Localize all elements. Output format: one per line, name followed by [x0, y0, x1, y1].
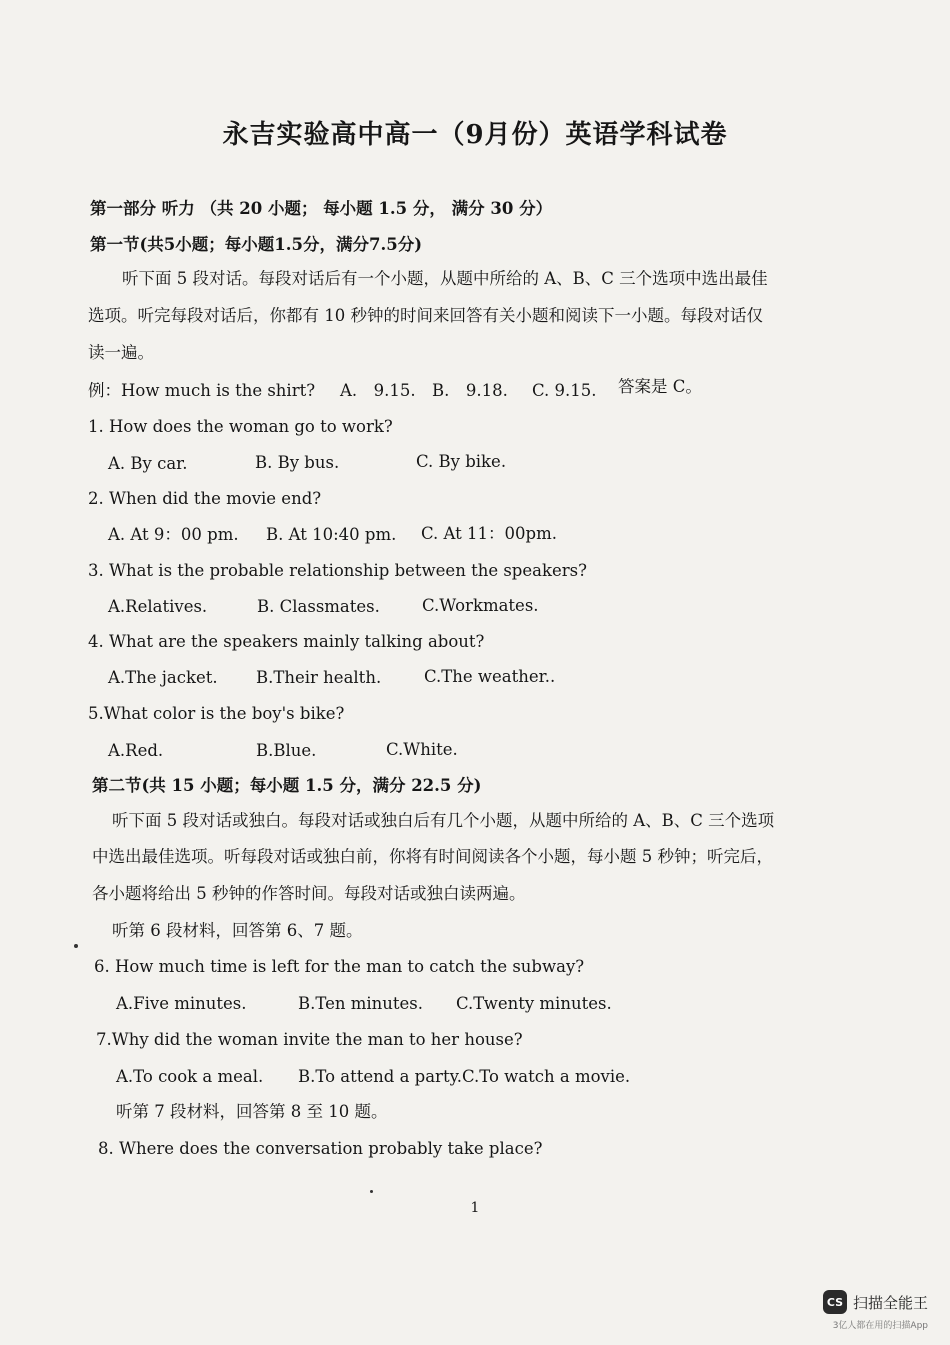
- question-3: 3. What is the probable relationship between the speakers?: [88, 561, 587, 580]
- example-prefix: 例：How much is the shirt?: [88, 381, 316, 400]
- option-c: C. By bike.: [416, 452, 507, 471]
- example-option-b: B. 9.18.: [432, 381, 508, 400]
- option-a: A.The jacket.: [108, 668, 218, 687]
- option-b: B. Classmates.: [257, 597, 380, 616]
- scanner-app-name: 扫描全能王: [852, 1293, 928, 1312]
- section1-header: 第一节(共5小题；每小题1.5分，满分7.5分): [90, 235, 423, 254]
- option-a: A. By car.: [108, 454, 188, 473]
- section1-instruction-line: 听下面 5 段对话。每段对话后有一个小题，从题中所给的 A、B、C 三个选项中选出最佳: [122, 269, 768, 288]
- example-option-a: A. 9.15.: [340, 381, 416, 400]
- option-c: C. At 11：00pm.: [421, 524, 557, 543]
- section2-instruction-line: 各小题将给出 5 秒钟的作答时间。每段对话或独白读两遍。: [92, 884, 526, 903]
- section1-instruction-line: 选项。听完每段对话后，你都有 10 秒钟的时间来回答有关小题和阅读下一小题。每段对话仅: [88, 306, 763, 325]
- option-b: B.To attend a party.: [298, 1067, 462, 1086]
- question-5: 5.What color is the boy's bike?: [88, 704, 345, 723]
- option-c: C.Twenty minutes.: [456, 994, 612, 1013]
- option-a: A. At 9：00 pm.: [108, 525, 239, 544]
- example-answer: 答案是 C。: [618, 377, 702, 396]
- option-c: C.Workmates.: [422, 596, 539, 615]
- question-4: 4. What are the speakers mainly talking about?: [88, 632, 485, 651]
- material-7-heading: 听第 7 段材料，回答第 8 至 10 题。: [116, 1102, 388, 1121]
- scanner-watermark: [823, 1290, 928, 1331]
- option-b: B. By bus.: [255, 453, 340, 472]
- question-1: 1. How does the woman go to work?: [88, 417, 393, 436]
- scanner-logo-icon: CS: [823, 1290, 847, 1314]
- section2-instruction-line: 中选出最佳选项。听每段对话或独白前，你将有时间阅读各个小题，每小题 5 秒钟；听完后，: [92, 847, 773, 866]
- scanner-tagline: 3亿人都在用的扫描App: [832, 1321, 928, 1331]
- question-6: 6. How much time is left for the man to catch the subway?: [94, 957, 585, 976]
- section1-instruction-line: 读一遍。: [88, 343, 154, 362]
- option-c: C.To watch a movie.: [462, 1067, 631, 1086]
- question-7: 7.Why did the woman invite the man to her house?: [96, 1030, 523, 1049]
- option-c: C.The weather..: [424, 667, 556, 686]
- option-c: C.White.: [386, 740, 458, 759]
- page-number: 1: [470, 1200, 480, 1216]
- option-a: A.Red.: [108, 741, 164, 760]
- question-2: 2. When did the movie end?: [88, 489, 322, 508]
- example-option-c: C. 9.15.: [532, 381, 597, 400]
- question-8: 8. Where does the conversation probably take place?: [98, 1139, 543, 1158]
- material-6-heading: 听第 6 段材料，回答第 6、7 题。: [112, 921, 363, 940]
- option-b: B. At 10:40 pm.: [266, 525, 397, 544]
- part1-header: 第一部分 听力 （共 20 小题； 每小题 1.5 分， 满分 30 分）: [90, 199, 553, 218]
- exam-title: 永吉实验高中高一（9月份）英语学科试卷: [222, 120, 728, 150]
- scan-speck: [370, 1190, 373, 1193]
- option-b: B.Ten minutes.: [298, 994, 424, 1013]
- scan-speck: [74, 944, 78, 948]
- option-b: B.Their health.: [256, 668, 382, 687]
- option-b: B.Blue.: [256, 741, 317, 760]
- option-a: A.Five minutes.: [116, 994, 247, 1013]
- option-a: A.Relatives.: [108, 597, 208, 616]
- section2-header: 第二节(共 15 小题；每小题 1.5 分，满分 22.5 分): [92, 776, 482, 795]
- section2-instruction-line: 听下面 5 段对话或独白。每段对话或独白后有几个小题，从题中所给的 A、B、C 三个选项: [112, 811, 775, 830]
- option-a: A.To cook a meal.: [116, 1067, 264, 1086]
